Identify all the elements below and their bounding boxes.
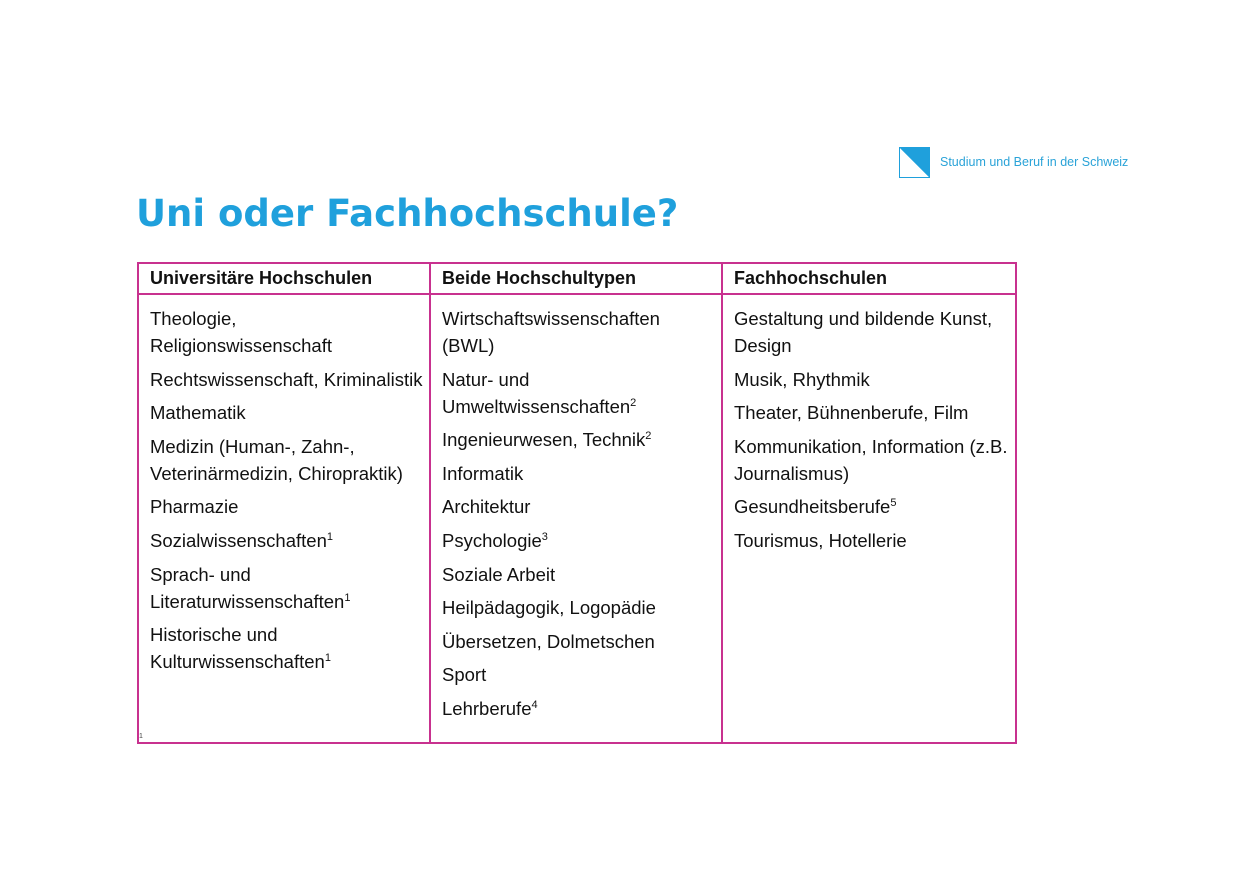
subject-list-both-types [442, 305, 715, 722]
column-universities [138, 294, 430, 743]
list-item [442, 493, 715, 520]
list-item [442, 695, 715, 722]
subject-label: Tourismus, Hotellerie [734, 529, 907, 551]
subject-label: Heilpädagogik, Logopädie [442, 597, 656, 619]
column-header-universities: Universitäre Hochschulen [138, 263, 430, 294]
list-item [150, 621, 423, 675]
list-item [150, 399, 423, 426]
footnote-mark: 1 [139, 733, 143, 740]
list-item [442, 661, 715, 688]
list-item [442, 628, 715, 655]
subject-label: Theater, Bühnenberufe, Film [734, 402, 969, 424]
list-item [442, 366, 715, 420]
subjects-table [137, 262, 1017, 744]
list-item [734, 493, 1009, 520]
subject-label: Ingenieurwesen, Technik [442, 429, 646, 451]
subject-label: Gesundheitsberufe [734, 496, 891, 518]
list-item [150, 493, 423, 520]
footnote-ref: 4 [531, 698, 538, 711]
footnote-ref: 5 [890, 497, 897, 510]
brand-text: Studium und Beruf in der Schweiz [940, 155, 1129, 169]
table-body-row [138, 294, 1016, 743]
subject-label: Kommunikation, Information (z.B. Journalismus) [734, 435, 1008, 484]
list-item [442, 460, 715, 487]
list-item [150, 305, 423, 359]
list-item [442, 594, 715, 621]
list-item [734, 527, 1009, 554]
subject-label: Gestaltung und bildende Kunst, Design [734, 308, 993, 356]
list-item [442, 426, 715, 453]
table-header-row [138, 263, 1016, 294]
footnote-ref: 1 [326, 530, 333, 543]
list-item [442, 305, 715, 359]
list-item [442, 527, 715, 554]
subject-label: Sprach- und Literaturwissenschaften [150, 563, 345, 612]
subject-label: Soziale Arbeit [442, 563, 556, 585]
subject-list-universities-applied-sciences [734, 305, 1009, 554]
brand-header [899, 146, 1128, 178]
list-item [150, 561, 423, 615]
subject-label: Übersetzen, Dolmetschen [442, 630, 655, 652]
subject-label: Informatik [442, 462, 524, 484]
page-title: Uni oder Fachhochschule? [136, 192, 679, 235]
subject-label: Mathematik [150, 402, 246, 424]
subject-label: Theologie, Religionswissenschaft [150, 308, 333, 356]
list-item [734, 305, 1009, 359]
list-item [150, 527, 423, 554]
subject-label: Sozialwissenschaften [150, 529, 327, 551]
column-universities-applied-sciences [722, 294, 1016, 743]
canton-zurich-flag-icon [899, 147, 930, 178]
list-item [150, 433, 423, 487]
footnote-ref: 1 [344, 591, 351, 604]
footnote-ref: 2 [630, 396, 637, 409]
list-item [734, 366, 1009, 393]
footnote-ref: 3 [541, 530, 548, 543]
subject-label: Rechtswissenschaft, Kriminalistik [150, 368, 423, 390]
subject-label: Medizin (Human-, Zahn-, Veterinärmedizin, Chiropraktik) [150, 435, 403, 484]
list-item [734, 433, 1009, 487]
subject-label: Architektur [442, 496, 531, 518]
subject-label: Historische und Kulturwissenschaften [150, 624, 325, 673]
subject-label: Psychologie [442, 529, 542, 551]
footnote-ref: 2 [645, 430, 652, 443]
list-item [734, 399, 1009, 426]
subject-list-universities [150, 305, 423, 675]
subject-label: Lehrberufe [442, 697, 532, 719]
list-item [442, 561, 715, 588]
subject-label: Natur- und Umweltwissenschaften [442, 368, 631, 417]
list-item [150, 366, 423, 393]
column-both-types [430, 294, 722, 743]
footnote-ref: 1 [324, 652, 331, 664]
subject-label: Sport [442, 664, 487, 686]
subject-label: Musik, Rhythmik [734, 368, 870, 390]
column-header-both-types: Beide Hochschultypen [430, 263, 722, 294]
subject-label: Wirtschaftswissenschaften (BWL) [442, 308, 660, 356]
column-header-universities-applied-sciences: Fachhochschulen [722, 263, 1016, 294]
subject-label: Pharmazie [150, 496, 239, 518]
